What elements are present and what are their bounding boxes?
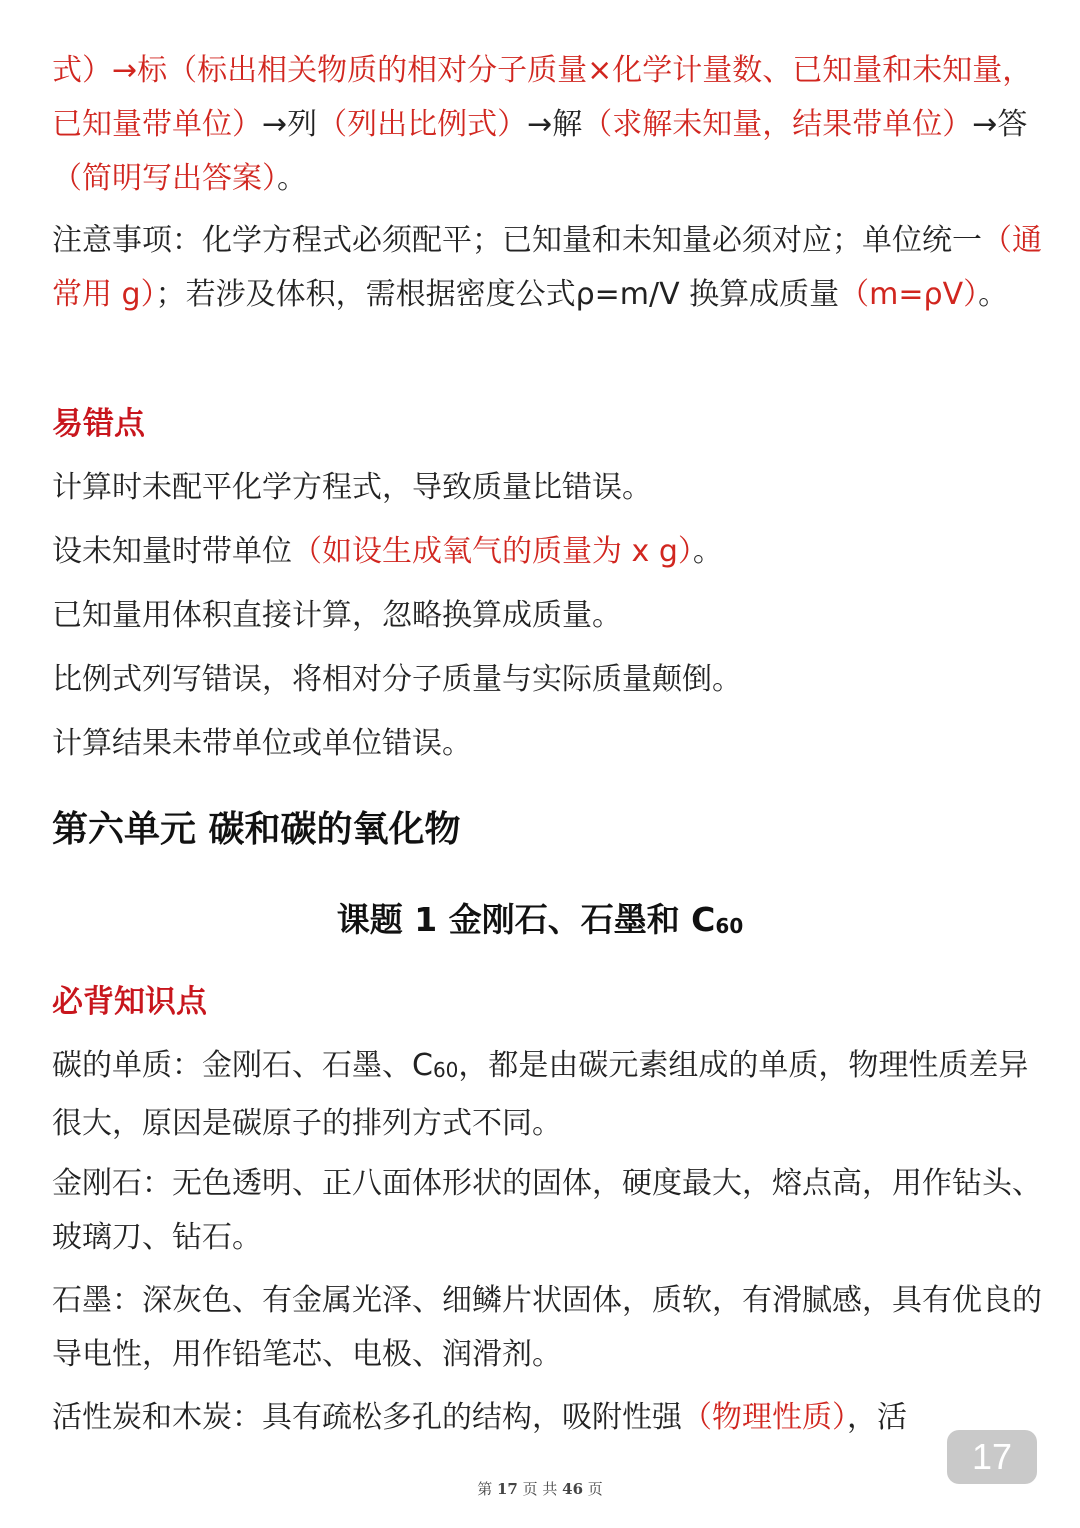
notes-paragraph (52, 214, 1042, 322)
page-footer (0, 1478, 1080, 1499)
mistake-item-2-text: 设未知量时带单位 (52, 534, 292, 569)
steps-text-1: 式）→标 (52, 53, 168, 88)
lesson-title (0, 898, 1080, 948)
knowledge-item-1 (52, 1039, 1042, 1151)
mistake-item-3: 已知量用体积直接计算，忽略换算成质量。 (52, 598, 622, 633)
knowledge-heading: 必背知识点 (52, 984, 207, 1020)
steps-text-4-red: （简明写出答案） (52, 161, 277, 196)
unit-title: 第六单元 碳和碳的氧化物 (52, 809, 461, 850)
mistake-item-5: 计算结果未带单位或单位错误。 (52, 726, 472, 761)
mistake-item-2-red: （如设生成氧气的质量为 x g） (292, 534, 693, 569)
knowledge-item-2: 金刚石：无色透明、正八面体形状的固体，硬度最大，熔点高，用作钻头、玻璃刀、钻石。 (52, 1166, 1042, 1255)
steps-text-2-red: （列出比例式） (317, 107, 528, 142)
knowledge-item-3: 石墨：深灰色、有金属光泽、细鳞片状固体，质软，有滑腻感，具有优良的导电性，用作铅笔芯、电极、润滑剂。 (52, 1283, 1042, 1372)
notes-text-b: ；若涉及体积，需根据密度公式ρ=m/V 换算成质量 (155, 277, 840, 312)
page-number-badge: 17 (947, 1430, 1037, 1484)
steps-paragraph (52, 44, 1042, 206)
steps-text-2: →列 (262, 107, 318, 142)
knowledge-item-1-text: 碳的单质：金刚石、石墨、C (52, 1048, 433, 1083)
footer-suffix: 页 (583, 1480, 603, 1498)
steps-text-3-red: （求解未知量，结果带单位） (582, 107, 973, 142)
mistake-item-2 (52, 525, 1042, 579)
footer-total-pages: 46 (562, 1480, 584, 1498)
notes-text-a-red: （通常用 g） (52, 223, 1042, 312)
knowledge-item-4-red: （物理性质） (682, 1400, 847, 1435)
footer-prefix: 第 (477, 1480, 497, 1498)
notes-text-c: 。 (978, 277, 1009, 312)
mistake-item-1: 计算时未配平化学方程式，导致质量比错误。 (52, 470, 652, 505)
knowledge-item-1-rest: ，都是由碳元素组成的单质，物理性质差异很大，原因是碳原子的排列方式不同。 (52, 1048, 1029, 1141)
steps-text-3: →解 (527, 107, 583, 142)
steps-text-4: →答 (972, 107, 1028, 142)
notes-text-a: 注意事项：化学方程式必须配平；已知量和未知量必须对应；单位统一 (52, 223, 982, 258)
knowledge-item-4 (52, 1391, 1042, 1445)
knowledge-item-1-subscript: 60 (432, 1058, 459, 1082)
footer-current-page: 17 (496, 1480, 518, 1498)
mistakes-heading: 易错点 (52, 406, 145, 442)
mistake-item-4: 比例式列写错误，将相对分子质量与实际质量颠倒。 (52, 662, 742, 697)
mistake-item-2-end: 。 (692, 534, 723, 569)
footer-middle: 页 共 (517, 1480, 563, 1498)
knowledge-item-4-end: ，活 (847, 1400, 907, 1435)
lesson-title-text: 课题 1 金刚石、石墨和 C (336, 900, 716, 939)
lesson-title-subscript: 60 (715, 914, 744, 938)
notes-text-b-red: （m=ρV） (839, 277, 979, 312)
steps-text-1-red: （标出相关物质的相对分子质量×化学计量数、已知量和未知量，已知量带单位） (52, 53, 1033, 142)
knowledge-item-4-text: 活性炭和木炭：具有疏松多孔的结构，吸附性强 (52, 1400, 682, 1435)
steps-text-5: 。 (277, 161, 307, 196)
